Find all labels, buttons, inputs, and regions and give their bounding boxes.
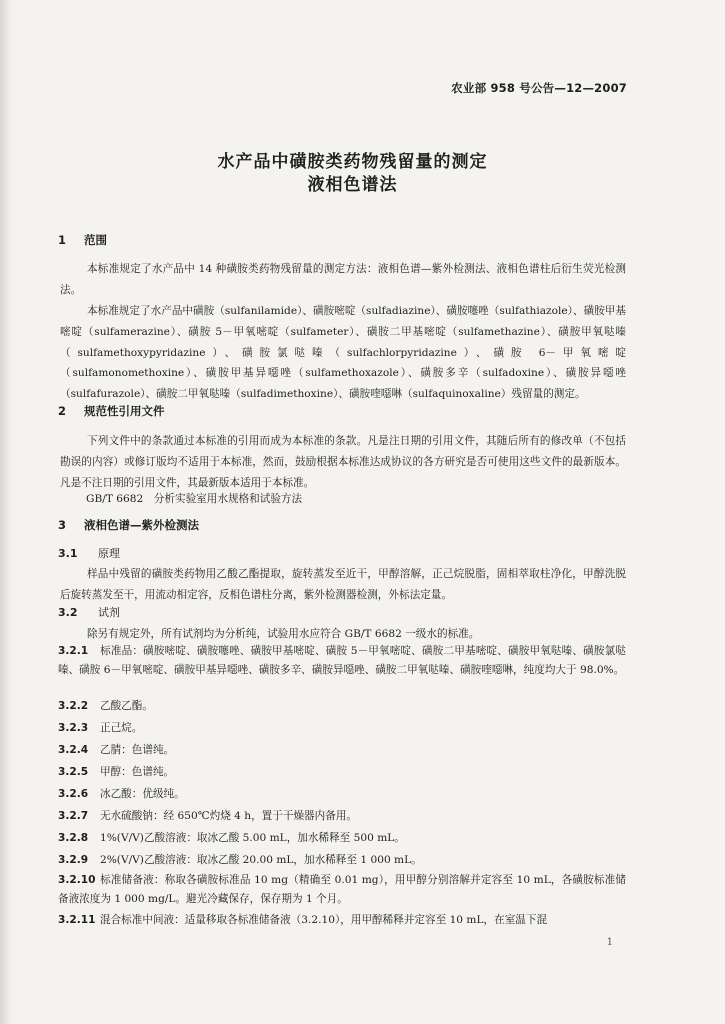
section-heading-3 <box>58 517 199 533</box>
item-number: 3.2.8 <box>58 832 89 844</box>
item-text: 乙酸乙酯。 <box>100 700 153 712</box>
list-item <box>58 741 626 760</box>
item-number: 3.2.5 <box>58 766 89 778</box>
item-number: 3.2.9 <box>58 854 89 866</box>
list-item <box>58 829 626 848</box>
item-text: 标准储备液：称取各磺胺标准品 10 mg（精确至 0.01 mg），用甲醇分别溶解并定容至 10 mL，各磺胺标准储备液浓度为 1 000 mg/L。避光冷藏保存，保存期为 1 个月。 <box>58 874 626 906</box>
subsection-heading-3-1 <box>58 545 120 561</box>
paragraph-scope-2: 本标准规定了水产品中磺胺（sulfanilamide）、磺胺嘧啶（sulfadiazine）、磺胺噻唑（sulfathiazole）、磺胺甲基嘧啶（sulfamerazine）、磺胺 5－甲氧嘧啶（sulfameter）、磺胺二甲基嘧啶（sulfamethazine）、磺胺甲氧哒嗪（sulfamethoxypyridazine）、磺胺氯哒嗪（sulfachlorpyridazine）、磺胺 6－甲氧嘧啶（sulfamonomethoxine）、磺胺甲基异噁唑（sulfamethoxazole）、磺胺多辛（sulfadoxine）、磺胺异噁唑（sulfafurazole）、磺胺二甲氧哒嗪（sulfadimethoxine）、磺胺喹噁啉（sulfaquinoxaline）残留量的测定。 <box>60 305 626 401</box>
item-text: 乙腈：色谱纯。 <box>100 744 175 756</box>
list-item <box>58 807 626 826</box>
subsection-title: 原理 <box>98 547 120 560</box>
item-text: 混合标准中间液：适量移取各标准储备液（3.2.10），用甲醇稀释并定容至 10 mL，在室温下混 <box>100 914 548 926</box>
list-item <box>58 719 626 738</box>
section-title: 规范性引用文件 <box>84 404 165 418</box>
item-number: 3.2.11 <box>58 914 96 926</box>
document-subtitle: 液相色谱法 <box>307 175 398 195</box>
item-text: 正己烷。 <box>100 722 143 734</box>
section-number: 3 <box>58 518 67 532</box>
item-number: 3.2.2 <box>58 700 89 712</box>
section-number: 1 <box>58 233 67 247</box>
item-text: 1%(V/V)乙酸溶液：取冰乙酸 5.00 mL，加水稀释至 500 mL。 <box>100 832 405 844</box>
item-number: 3.2.6 <box>58 788 89 800</box>
section-title: 范围 <box>84 233 107 247</box>
reference-entry: GB/T 6682 分析实验室用水规格和试验方法 <box>86 493 303 505</box>
section-title: 液相色谱—紫外检测法 <box>84 518 199 532</box>
subsection-title: 试剂 <box>98 606 120 619</box>
section-heading-1 <box>58 232 107 248</box>
paragraph-reagents: 除另有规定外，所有试剂均为分析纯，试验用水应符合 GB/T 6682 一级水的标准。 <box>87 628 480 640</box>
paragraph-principle: 样品中残留的磺胺类药物用乙酸乙酯提取，旋转蒸发至近干，甲醇溶解，正己烷脱脂，固相萃取柱净化，甲醇洗脱后旋转蒸发至干，用流动相定容，反相色谱柱分离，紫外检测器检测，外标法定量。 <box>60 568 626 601</box>
subsection-heading-3-2 <box>58 604 120 620</box>
list-item <box>58 697 626 716</box>
item-number: 3.2.10 <box>58 874 96 886</box>
item-text: 2%(V/V)乙酸溶液：取冰乙酸 20.00 mL，加水稀释至 1 000 mL。 <box>100 854 422 866</box>
item-number: 3.2.1 <box>58 645 89 657</box>
section-heading-2 <box>58 403 165 419</box>
list-item <box>58 763 626 782</box>
list-item <box>58 785 626 804</box>
item-number: 3.2.4 <box>58 744 89 756</box>
paragraph-references: 下列文件中的条款通过本标准的引用而成为本标准的条款。凡是注日期的引用文件，其随后所有的修改单（不包括勘误的内容）或修订版均不适用于本标准，然而，鼓励根据本标准达成协议的各方研究是否可使用这些文件的最新版本。凡是不注日期的引用文件，其最新版本适用于本标准。 <box>60 435 626 489</box>
item-text: 甲醇：色谱纯。 <box>100 766 175 778</box>
paragraph-scope-1: 本标准规定了水产品中 14 种磺胺类药物残留量的测定方法：液相色谱—紫外检测法、液相色谱柱后衍生荧光检测法。 <box>60 263 626 296</box>
document-number: 农业部 958 号公告—12—2007 <box>451 81 627 95</box>
page-number: 1 <box>606 937 613 948</box>
list-item <box>58 911 626 930</box>
document-title: 水产品中磺胺类药物残留量的测定 <box>217 152 488 172</box>
subsection-number: 3.1 <box>58 547 78 560</box>
item-text: 冰乙酸：优级纯。 <box>100 788 185 800</box>
item-number: 3.2.7 <box>58 810 89 822</box>
item-number: 3.2.3 <box>58 722 89 734</box>
item-text: 无水硫酸钠：经 650℃灼烧 4 h，置于干燥器内备用。 <box>100 810 358 822</box>
list-item <box>58 642 626 681</box>
item-text: 标准品：磺胺嘧啶、磺胺噻唑、磺胺甲基嘧啶、磺胺 5－甲氧嘧啶、磺胺二甲基嘧啶、磺胺甲氧哒嗪、磺胺氯哒嗪、磺胺 6－甲氧嘧啶、磺胺甲基异噁唑、磺胺多辛、磺胺异噁唑、磺胺二甲氧哒嗪、磺胺喹噁啉，纯度均大于 98.0%。 <box>58 645 626 677</box>
section-number: 2 <box>58 404 67 418</box>
list-item <box>58 871 626 910</box>
subsection-number: 3.2 <box>58 606 78 619</box>
list-item <box>58 851 626 870</box>
